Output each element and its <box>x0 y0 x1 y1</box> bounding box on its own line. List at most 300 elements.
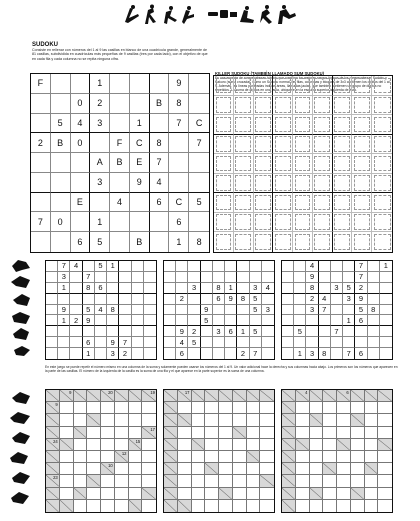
kakuro-cell[interactable] <box>192 402 206 414</box>
kakuro-cell[interactable] <box>378 463 392 475</box>
kakuro-cell[interactable] <box>351 451 365 463</box>
sudoku-cell[interactable] <box>110 74 130 94</box>
kakuro-cell[interactable] <box>351 475 365 487</box>
sudoku-cell[interactable]: 9 <box>83 315 95 326</box>
sudoku-cell[interactable] <box>107 272 119 283</box>
killer-cell[interactable] <box>214 154 234 174</box>
sudoku-cell[interactable]: 5 <box>201 315 213 326</box>
sudoku-cell[interactable]: B <box>51 133 71 153</box>
sudoku-cell[interactable] <box>144 294 156 305</box>
sudoku-cell[interactable]: 7 <box>319 305 331 316</box>
sudoku-cell[interactable] <box>237 315 249 326</box>
kakuro-cell[interactable] <box>129 451 143 463</box>
sudoku-cell[interactable] <box>164 348 176 359</box>
sudoku-cell[interactable]: 8 <box>213 283 225 294</box>
killer-cell[interactable] <box>214 76 234 96</box>
sudoku-cell[interactable] <box>355 326 367 337</box>
sudoku-cell[interactable] <box>306 337 318 348</box>
sudoku-cell[interactable]: 5 <box>51 114 71 134</box>
sudoku-cell[interactable] <box>294 305 306 316</box>
kakuro-cell[interactable] <box>115 463 129 475</box>
sudoku-cell[interactable] <box>188 315 200 326</box>
sudoku-cell[interactable] <box>331 337 343 348</box>
kakuro-cell[interactable] <box>260 500 274 512</box>
sudoku-cell[interactable]: 8 <box>150 133 170 153</box>
kakuro-cell[interactable] <box>247 427 261 439</box>
killer-cell[interactable] <box>293 174 313 194</box>
kakuro-cell[interactable] <box>260 402 274 414</box>
kakuro-cell[interactable] <box>74 500 88 512</box>
sudoku-cell[interactable]: 3 <box>107 348 119 359</box>
killer-cell[interactable] <box>234 213 254 233</box>
killer-cell[interactable] <box>254 135 274 155</box>
sudoku-cell[interactable]: 8 <box>319 348 331 359</box>
sudoku-cell[interactable] <box>282 294 294 305</box>
killer-cell[interactable] <box>254 115 274 135</box>
kakuro-cell[interactable] <box>87 500 101 512</box>
sudoku-cell[interactable] <box>51 232 71 252</box>
kakuro-cell[interactable] <box>296 488 310 500</box>
sudoku-cell[interactable] <box>110 212 130 232</box>
kakuro-cell[interactable] <box>219 451 233 463</box>
sudoku-cell[interactable]: 5 <box>189 193 209 213</box>
kakuro-cell[interactable] <box>115 500 129 512</box>
sudoku-cell[interactable] <box>107 326 119 337</box>
sudoku-cell[interactable] <box>144 305 156 316</box>
sudoku-cell[interactable] <box>368 348 380 359</box>
sudoku-cell[interactable] <box>294 337 306 348</box>
sudoku-cell[interactable] <box>237 261 249 272</box>
sudoku-cell[interactable] <box>51 94 71 114</box>
kakuro-cell[interactable] <box>219 427 233 439</box>
sudoku-cell[interactable] <box>237 337 249 348</box>
sudoku-cell[interactable] <box>201 272 213 283</box>
sudoku-cell[interactable] <box>71 153 91 173</box>
sudoku-cell[interactable]: 9 <box>225 294 237 305</box>
sudoku-cell[interactable] <box>51 153 71 173</box>
sudoku-cell[interactable] <box>130 212 150 232</box>
sudoku-cell[interactable]: 3 <box>343 294 355 305</box>
sudoku-cell[interactable]: 7 <box>355 261 367 272</box>
kakuro-cell[interactable] <box>310 500 324 512</box>
sudoku-cell[interactable] <box>107 294 119 305</box>
kakuro-cell[interactable] <box>192 451 206 463</box>
sudoku-cell[interactable] <box>169 153 189 173</box>
kakuro-cell[interactable] <box>205 439 219 451</box>
sudoku-cell[interactable]: 9 <box>107 337 119 348</box>
sudoku-cell[interactable] <box>70 272 82 283</box>
sudoku-cell[interactable] <box>46 294 58 305</box>
kakuro-cell[interactable] <box>365 414 379 426</box>
kakuro-cell[interactable] <box>219 402 233 414</box>
killer-cell[interactable] <box>254 96 274 116</box>
kakuro-cell[interactable] <box>192 488 206 500</box>
kakuro-cell[interactable] <box>205 402 219 414</box>
kakuro-cell[interactable] <box>219 475 233 487</box>
kakuro-cell[interactable] <box>74 463 88 475</box>
sudoku-cell[interactable] <box>189 212 209 232</box>
kakuro-cell[interactable] <box>233 414 247 426</box>
sudoku-cell[interactable] <box>319 326 331 337</box>
sudoku-cell[interactable] <box>225 272 237 283</box>
sudoku-cell[interactable]: 7 <box>343 348 355 359</box>
killer-cell[interactable] <box>372 76 392 96</box>
sudoku-cell[interactable] <box>132 272 144 283</box>
kakuro-cell[interactable] <box>142 402 156 414</box>
sudoku-cell[interactable] <box>71 212 91 232</box>
killer-cell[interactable] <box>254 213 274 233</box>
kakuro-cell[interactable] <box>219 500 233 512</box>
kakuro-cell[interactable] <box>337 427 351 439</box>
kakuro-cell[interactable] <box>129 488 143 500</box>
sudoku-cell[interactable] <box>31 193 51 213</box>
kakuro-cell[interactable] <box>192 463 206 475</box>
killer-cell[interactable] <box>234 193 254 213</box>
killer-cell[interactable] <box>372 135 392 155</box>
killer-cell[interactable] <box>234 96 254 116</box>
sudoku-cell[interactable] <box>150 212 170 232</box>
sudoku-cell[interactable]: 8 <box>169 94 189 114</box>
sudoku-cell[interactable] <box>144 272 156 283</box>
kakuro-cell[interactable] <box>192 500 206 512</box>
sudoku-cell[interactable] <box>201 337 213 348</box>
sudoku-cell[interactable] <box>201 261 213 272</box>
sudoku-cell[interactable] <box>282 283 294 294</box>
sudoku-cell[interactable] <box>132 337 144 348</box>
kakuro-cell[interactable] <box>142 475 156 487</box>
sudoku-cell[interactable] <box>95 315 107 326</box>
kakuro-cell[interactable] <box>323 427 337 439</box>
kakuro-cell[interactable] <box>247 475 261 487</box>
sudoku-cell[interactable]: C <box>130 133 150 153</box>
sudoku-cell[interactable]: 0 <box>71 133 91 153</box>
sudoku-cell[interactable] <box>110 232 130 252</box>
sudoku-cell[interactable] <box>164 305 176 316</box>
sudoku-cell[interactable]: 1 <box>380 261 392 272</box>
sudoku-cell[interactable]: C <box>169 193 189 213</box>
sudoku-cell[interactable]: 3 <box>306 348 318 359</box>
sudoku-cell[interactable] <box>294 261 306 272</box>
sudoku-cell[interactable] <box>95 348 107 359</box>
sudoku-cell[interactable]: 4 <box>150 173 170 193</box>
sudoku-cell[interactable]: A <box>90 153 110 173</box>
sudoku-cell[interactable]: 8 <box>83 283 95 294</box>
sudoku-cell[interactable] <box>188 348 200 359</box>
killer-cell[interactable] <box>293 96 313 116</box>
killer-cell[interactable] <box>273 96 293 116</box>
kakuro-cell[interactable] <box>115 488 129 500</box>
sudoku-cell[interactable]: 7 <box>355 272 367 283</box>
sudoku-cell[interactable]: 0 <box>71 94 91 114</box>
kakuro-cell[interactable] <box>87 402 101 414</box>
killer-cell[interactable] <box>352 76 372 96</box>
killer-cell[interactable] <box>352 193 372 213</box>
sudoku-cell[interactable] <box>31 114 51 134</box>
sudoku-cell[interactable] <box>201 294 213 305</box>
sudoku-cell[interactable] <box>380 272 392 283</box>
kakuro-cell[interactable] <box>60 451 74 463</box>
killer-cell[interactable] <box>214 96 234 116</box>
sudoku-cell[interactable] <box>95 272 107 283</box>
kakuro-cell[interactable] <box>247 463 261 475</box>
sudoku-cell[interactable] <box>250 315 262 326</box>
sudoku-cell[interactable]: 1 <box>58 283 70 294</box>
sudoku-cell[interactable]: 1 <box>58 315 70 326</box>
kakuro-cell[interactable] <box>337 414 351 426</box>
sudoku-cell[interactable] <box>46 283 58 294</box>
sudoku-cell[interactable] <box>71 173 91 193</box>
sudoku-cell[interactable] <box>262 337 274 348</box>
kakuro-cell[interactable] <box>323 414 337 426</box>
sudoku-cell[interactable]: 4 <box>262 283 274 294</box>
sudoku-cell[interactable] <box>380 326 392 337</box>
sudoku-cell[interactable] <box>164 294 176 305</box>
sudoku-cell[interactable]: 6 <box>83 337 95 348</box>
sudoku-cell[interactable]: 5 <box>250 326 262 337</box>
killer-cell[interactable] <box>234 154 254 174</box>
sudoku-cell[interactable] <box>83 261 95 272</box>
killer-cell[interactable] <box>234 76 254 96</box>
sudoku-cell[interactable] <box>110 173 130 193</box>
kakuro-cell[interactable] <box>74 451 88 463</box>
sudoku-cell[interactable] <box>132 326 144 337</box>
kakuro-cell[interactable] <box>192 427 206 439</box>
sudoku-cell[interactable]: 1 <box>294 348 306 359</box>
killer-cell[interactable] <box>313 76 333 96</box>
sudoku-cell[interactable] <box>201 283 213 294</box>
sudoku-cell[interactable]: 7 <box>150 153 170 173</box>
sudoku-cell[interactable] <box>176 272 188 283</box>
sudoku-cell[interactable]: 6 <box>71 232 91 252</box>
sudoku-cell[interactable]: 3 <box>58 272 70 283</box>
sudoku-cell[interactable] <box>225 261 237 272</box>
kakuro-cell[interactable] <box>129 427 143 439</box>
kakuro-cell[interactable] <box>205 451 219 463</box>
sudoku-cell[interactable] <box>51 193 71 213</box>
sudoku-cell[interactable] <box>144 315 156 326</box>
sudoku-cell[interactable] <box>132 305 144 316</box>
kakuro-cell[interactable] <box>205 414 219 426</box>
sudoku-cell[interactable] <box>176 315 188 326</box>
sudoku-cell[interactable] <box>144 326 156 337</box>
sudoku-cell[interactable] <box>144 348 156 359</box>
killer-cell[interactable] <box>313 154 333 174</box>
sudoku-cell[interactable] <box>176 283 188 294</box>
kakuro-cell[interactable] <box>142 463 156 475</box>
sudoku-cell[interactable] <box>144 261 156 272</box>
kakuro-cell[interactable] <box>296 475 310 487</box>
sudoku-cell[interactable]: 6 <box>95 283 107 294</box>
kakuro-cell[interactable] <box>205 475 219 487</box>
sudoku-cell[interactable] <box>189 74 209 94</box>
kakuro-cell[interactable] <box>129 414 143 426</box>
sudoku-cell[interactable]: 3 <box>90 173 110 193</box>
sudoku-cell[interactable] <box>331 261 343 272</box>
kakuro-cell[interactable] <box>74 414 88 426</box>
kakuro-cell[interactable] <box>365 500 379 512</box>
sudoku-cell[interactable] <box>294 272 306 283</box>
kakuro-cell[interactable] <box>296 402 310 414</box>
kakuro-cell[interactable] <box>310 402 324 414</box>
kakuro-cell[interactable] <box>310 475 324 487</box>
sudoku-cell[interactable]: 8 <box>107 305 119 316</box>
sudoku-cell[interactable] <box>343 305 355 316</box>
kakuro-cell[interactable] <box>323 439 337 451</box>
kakuro-cell[interactable] <box>129 402 143 414</box>
sudoku-cell[interactable] <box>95 294 107 305</box>
kakuro-cell[interactable] <box>296 427 310 439</box>
kakuro-cell[interactable] <box>115 427 129 439</box>
killer-cell[interactable] <box>293 232 313 252</box>
kakuro-cell[interactable] <box>101 402 115 414</box>
sudoku-cell[interactable] <box>213 305 225 316</box>
sudoku-cell[interactable]: F <box>110 133 130 153</box>
sudoku-cell[interactable] <box>282 261 294 272</box>
killer-cell[interactable] <box>273 232 293 252</box>
sudoku-cell[interactable] <box>70 326 82 337</box>
sudoku-cell[interactable] <box>46 337 58 348</box>
sudoku-cell[interactable]: 1 <box>225 283 237 294</box>
kakuro-cell[interactable] <box>310 463 324 475</box>
sudoku-cell[interactable]: 8 <box>196 237 202 248</box>
kakuro-cell[interactable] <box>87 451 101 463</box>
sudoku-cell[interactable] <box>237 305 249 316</box>
killer-cell[interactable] <box>372 115 392 135</box>
sudoku-cell[interactable]: 4 <box>110 193 130 213</box>
sudoku-cell[interactable] <box>380 337 392 348</box>
sudoku-cell[interactable] <box>107 315 119 326</box>
killer-cell[interactable] <box>333 115 353 135</box>
sudoku-cell[interactable]: 6 <box>225 326 237 337</box>
sudoku-cell[interactable]: 3 <box>213 326 225 337</box>
kakuro-cell[interactable] <box>74 475 88 487</box>
kakuro-cell[interactable] <box>296 500 310 512</box>
sudoku-cell[interactable] <box>132 283 144 294</box>
kakuro-cell[interactable] <box>247 439 261 451</box>
sudoku-cell[interactable] <box>132 261 144 272</box>
killer-cell[interactable] <box>333 135 353 155</box>
killer-cell[interactable] <box>333 193 353 213</box>
sudoku-cell[interactable] <box>90 193 110 213</box>
kakuro-cell[interactable] <box>60 475 74 487</box>
sudoku-cell[interactable]: 5 <box>250 305 262 316</box>
sudoku-cell[interactable]: 2 <box>237 348 249 359</box>
kakuro-cell[interactable] <box>260 488 274 500</box>
kakuro-cell[interactable] <box>192 475 206 487</box>
sudoku-cell[interactable] <box>31 173 51 193</box>
kakuro-cell[interactable] <box>101 439 115 451</box>
kakuro-cell[interactable] <box>351 500 365 512</box>
killer-cell[interactable] <box>293 135 313 155</box>
sudoku-cell[interactable]: 9 <box>201 305 213 316</box>
sudoku-cell[interactable] <box>282 305 294 316</box>
sudoku-cell[interactable] <box>130 193 150 213</box>
sudoku-cell[interactable] <box>107 283 119 294</box>
kakuro-cell[interactable] <box>323 475 337 487</box>
sudoku-cell[interactable]: 2 <box>176 294 188 305</box>
sudoku-cell[interactable]: 1 <box>130 114 150 134</box>
sudoku-cell[interactable] <box>188 305 200 316</box>
kakuro-cell[interactable] <box>219 439 233 451</box>
sudoku-cell[interactable] <box>130 94 150 114</box>
sudoku-cell[interactable] <box>51 173 71 193</box>
sudoku-cell[interactable] <box>282 272 294 283</box>
sudoku-cell[interactable] <box>46 315 58 326</box>
sudoku-cell[interactable] <box>368 315 380 326</box>
kakuro-cell[interactable] <box>365 451 379 463</box>
sudoku-cell[interactable] <box>368 261 380 272</box>
kakuro-cell[interactable] <box>351 463 365 475</box>
kakuro-cell[interactable] <box>178 488 192 500</box>
killer-cell[interactable] <box>372 96 392 116</box>
killer-cell[interactable] <box>372 154 392 174</box>
sudoku-cell[interactable] <box>368 326 380 337</box>
sudoku-cell[interactable] <box>331 294 343 305</box>
kakuro-cell[interactable] <box>337 463 351 475</box>
sudoku-cell[interactable] <box>58 337 70 348</box>
sudoku-cell[interactable]: 9 <box>169 74 189 94</box>
killer-cell[interactable] <box>352 174 372 194</box>
kakuro-cell[interactable] <box>115 439 129 451</box>
sudoku-cell[interactable] <box>46 272 58 283</box>
sudoku-cell[interactable]: C <box>189 114 209 134</box>
killer-cell[interactable] <box>352 213 372 233</box>
sudoku-cell[interactable]: 5 <box>250 294 262 305</box>
sudoku-cell[interactable]: B <box>110 153 130 173</box>
sudoku-cell[interactable] <box>319 315 331 326</box>
kakuro-cell[interactable] <box>260 451 274 463</box>
sudoku-cell[interactable]: 9 <box>306 272 318 283</box>
sudoku-cell[interactable] <box>250 272 262 283</box>
sudoku-cell[interactable] <box>58 326 70 337</box>
sudoku-cell[interactable] <box>331 348 343 359</box>
sudoku-cell[interactable] <box>70 305 82 316</box>
kakuro-cell[interactable] <box>233 439 247 451</box>
kakuro-cell[interactable] <box>365 488 379 500</box>
sudoku-cell[interactable] <box>368 283 380 294</box>
killer-cell[interactable] <box>352 154 372 174</box>
kakuro-cell[interactable] <box>260 439 274 451</box>
kakuro-cell[interactable] <box>101 414 115 426</box>
killer-cell[interactable] <box>273 174 293 194</box>
sudoku-cell[interactable] <box>225 305 237 316</box>
sudoku-cell[interactable] <box>225 348 237 359</box>
sudoku-cell[interactable]: 1 <box>83 348 95 359</box>
kakuro-cell[interactable] <box>60 427 74 439</box>
sudoku-cell[interactable] <box>188 272 200 283</box>
kakuro-cell[interactable] <box>260 427 274 439</box>
sudoku-cell[interactable]: 8 <box>306 283 318 294</box>
kakuro-cell[interactable] <box>337 451 351 463</box>
sudoku-cell[interactable]: 8 <box>368 305 380 316</box>
sudoku-cell[interactable] <box>119 326 131 337</box>
sudoku-cell[interactable]: 6 <box>176 348 188 359</box>
kakuro-cell[interactable] <box>87 488 101 500</box>
killer-cell[interactable] <box>313 193 333 213</box>
sudoku-cell[interactable]: 6 <box>355 348 367 359</box>
sudoku-cell[interactable] <box>176 261 188 272</box>
sudoku-cell[interactable] <box>306 326 318 337</box>
sudoku-cell[interactable] <box>294 315 306 326</box>
sudoku-cell[interactable]: 1 <box>107 261 119 272</box>
sudoku-cell[interactable]: 5 <box>188 337 200 348</box>
kakuro-cell[interactable] <box>205 488 219 500</box>
sudoku-cell[interactable]: 5 <box>355 305 367 316</box>
kakuro-cell[interactable] <box>233 451 247 463</box>
kakuro-cell[interactable] <box>247 500 261 512</box>
sudoku-cell[interactable] <box>343 337 355 348</box>
sudoku-cell[interactable] <box>176 305 188 316</box>
